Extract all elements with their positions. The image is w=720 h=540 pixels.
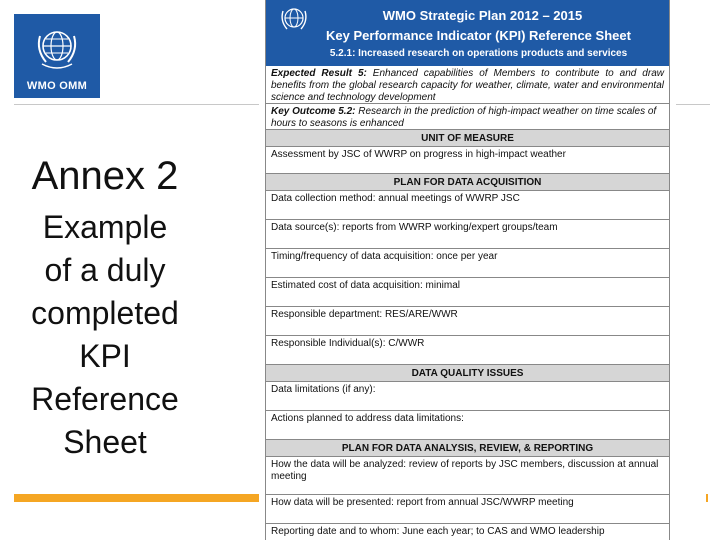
expected-result xyxy=(266,66,669,104)
logo-text: WMO OMM xyxy=(26,80,88,92)
table-row: How data will be presented: report from annual JSC/WWRP meeting xyxy=(266,495,669,524)
divider-line xyxy=(14,104,259,105)
unit-heading: UNIT OF MEASURE xyxy=(266,130,669,147)
table-row: Estimated cost of data acquisition: minimal xyxy=(266,278,669,307)
table-row: How the data will be analyzed: review of reports by JSC members, discussion at annual meeting xyxy=(266,457,669,495)
sheet-kpi-code: 5.2.1: Increased research on operations products and services xyxy=(329,48,628,59)
accent-bar xyxy=(14,494,259,502)
subtitle-line: completed xyxy=(31,295,179,331)
subtitle-line: Example xyxy=(42,209,168,245)
key-outcome xyxy=(266,104,669,130)
subtitle-line: Reference xyxy=(31,381,179,417)
subtitle-line: KPI xyxy=(79,338,131,374)
wmo-logo xyxy=(14,14,100,98)
expected-result-label: Expected Result 5: xyxy=(271,68,367,79)
subtitle-line: Sheet xyxy=(63,424,147,460)
slide-subtitle xyxy=(0,206,210,464)
slide-title: Annex 2 xyxy=(31,154,179,198)
kpi-reference-sheet xyxy=(265,0,670,540)
subtitle-line: of a duly xyxy=(44,252,166,288)
sheet-title: WMO Strategic Plan 2012 – 2015 xyxy=(382,8,583,23)
sheet-subtitle: Key Performance Indicator (KPI) Reference Sheet xyxy=(326,28,631,43)
key-outcome-label: Key Outcome 5.2: xyxy=(271,106,356,117)
table-row: Responsible Individual(s): C/WWR xyxy=(266,336,669,365)
acquisition-heading: PLAN FOR DATA ACQUISITION xyxy=(266,174,669,191)
unit-text: Assessment by JSC of WWRP on progress in high-impact weather xyxy=(266,147,669,174)
divider-line-right xyxy=(676,104,710,105)
accent-tick xyxy=(706,494,708,502)
analysis-heading: PLAN FOR DATA ANALYSIS, REVIEW, & REPORTING xyxy=(266,440,669,457)
table-row: Reporting date and to whom: June each year; to CAS and WMO leadership xyxy=(266,524,669,540)
quality-heading: DATA QUALITY ISSUES xyxy=(266,365,669,382)
sheet-header xyxy=(266,0,669,66)
expected-result-text: Enhanced capabilities of Members to contribute to and draw benefits from the global research capacity for weather, climate, water and environmental science and technology development xyxy=(271,68,664,103)
key-outcome-text: Research in the prediction of high-impact weather on time scales of hours to seasons is enhanced xyxy=(271,106,657,129)
table-row: Timing/frequency of data acquisition: once per year xyxy=(266,249,669,278)
table-row: Responsible department: RES/ARE/WWR xyxy=(266,307,669,336)
wmo-emblem-icon xyxy=(32,22,82,78)
table-row: Data collection method: annual meetings of WWRP JSC xyxy=(266,191,669,220)
table-row: Actions planned to address data limitations: xyxy=(266,411,669,440)
table-row: Data limitations (if any): xyxy=(266,382,669,411)
table-row: Data source(s): reports from WWRP working/expert groups/team xyxy=(266,220,669,249)
